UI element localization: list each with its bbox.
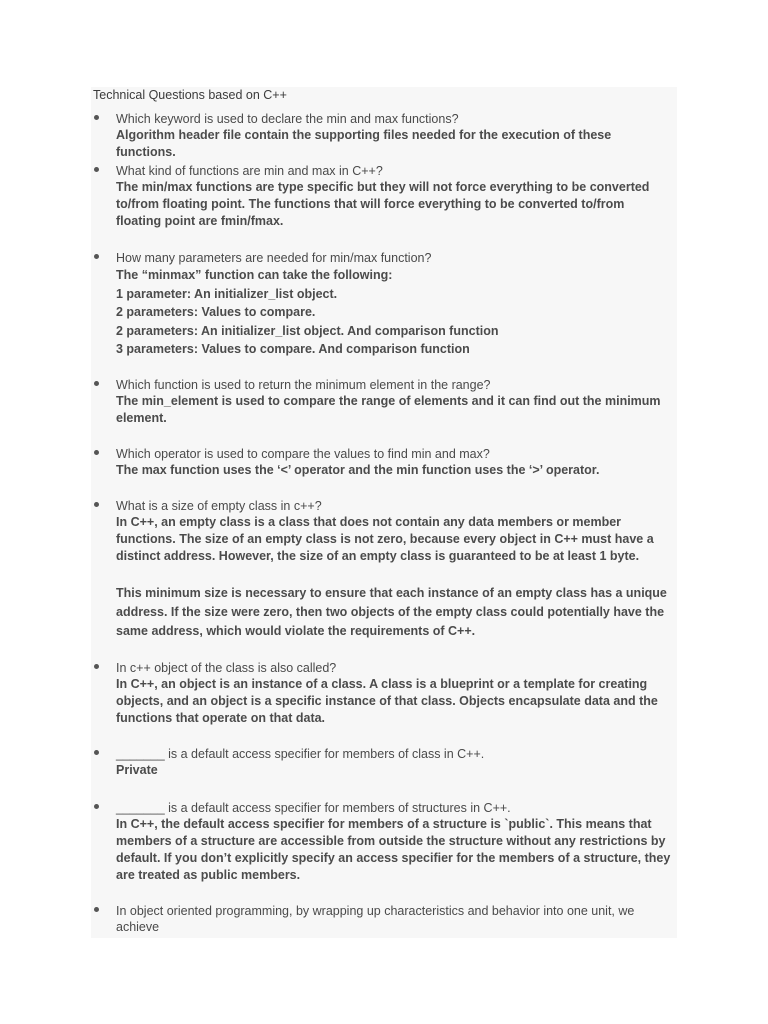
answer-1: Algorithm header file contain the supporting files needed for the execution of these functions.	[116, 128, 612, 159]
qa-item-7	[116, 660, 672, 727]
answer-3-line-1: The “minmax” function can take the following:	[116, 268, 393, 282]
question-2: What kind of functions are min and max in C++?	[116, 164, 383, 178]
qa-item-2	[116, 163, 672, 230]
bullet-icon	[94, 804, 99, 809]
qa-item-1	[116, 111, 672, 161]
bullet-icon	[94, 664, 99, 669]
answer-5: The max function uses the ‘<’ operator and the min function uses the ‘>’ operator.	[116, 463, 600, 477]
answer-3-line-3: 2 parameters: Values to compare.	[116, 305, 316, 319]
question-7: In c++ object of the class is also called?	[116, 661, 337, 675]
answer-6-paragraph-2: This minimum size is necessary to ensure that each instance of an empty class has a unique address. If the size were zero, then two objects of the empty class could potentially have the same address, which would violate the requirements of C++.	[116, 586, 667, 638]
answer-7: In C++, an object is an instance of a class. A class is a blueprint or a template for creating objects, and an object is a specific instance of that class. Objects encapsulate data and the functions that operate on that data.	[116, 677, 658, 725]
qa-item-8	[116, 746, 672, 779]
answer-4: The min_element is used to compare the range of elements and it can find out the minimum element.	[116, 394, 661, 425]
bullet-icon	[94, 750, 99, 755]
question-5: Which operator is used to compare the values to find min and max?	[116, 447, 490, 461]
question-4: Which function is used to return the minimum element in the range?	[116, 378, 491, 392]
qa-item-6	[116, 498, 672, 641]
answer-6: In C++, an empty class is a class that does not contain any data members or member functions. The size of an empty class is not zero, because every object in C++ must have a distinct address. However, the size of an empty class is guaranteed to be at least 1 byte.	[116, 515, 654, 563]
bullet-icon	[94, 907, 99, 912]
question-10: In object oriented programming, by wrapping up characteristics and behavior into one unit, we achieve	[116, 904, 635, 934]
document-title: Technical Questions based on C++	[93, 88, 287, 102]
question-3: How many parameters are needed for min/max function?	[116, 251, 432, 265]
bullet-icon	[94, 381, 99, 386]
bullet-icon	[94, 254, 99, 259]
qa-item-5	[116, 446, 672, 479]
qa-item-10	[116, 903, 672, 935]
qa-item-3	[116, 250, 672, 359]
question-9: _______ is a default access specifier for members of structures in C++.	[116, 801, 511, 815]
answer-2: The min/max functions are type specific but they will not force everything to be converted to/from floating point. The functions that will force everything to be converted to/from floating point are fmin/fmax.	[116, 180, 650, 228]
answer-3-line-2: 1 parameter: An initializer_list object.	[116, 286, 338, 301]
answer-3-line-5: 3 parameters: Values to compare. And comparison function	[116, 342, 470, 356]
bullet-icon	[94, 450, 99, 455]
answer-3-line-4: 2 parameters: An initializer_list object. And comparison function	[116, 323, 499, 338]
bullet-icon	[94, 167, 99, 172]
bullet-icon	[94, 502, 99, 507]
question-6: What is a size of empty class in c++?	[116, 499, 322, 513]
bullet-icon	[94, 115, 99, 120]
answer-9: In C++, the default access specifier for members of a structure is `public`. This means that members of a structure are accessible from outside the structure without any restrictions by default. If you don’t explicitly specify an access specifier for the members of a structure, they are treated as public members.	[116, 817, 671, 882]
question-1: Which keyword is used to declare the min and max functions?	[116, 112, 459, 126]
question-8: _______ is a default access specifier for members of class in C++.	[116, 747, 485, 761]
qa-item-4	[116, 377, 672, 427]
answer-8: Private	[116, 763, 158, 777]
qa-item-9	[116, 800, 672, 884]
